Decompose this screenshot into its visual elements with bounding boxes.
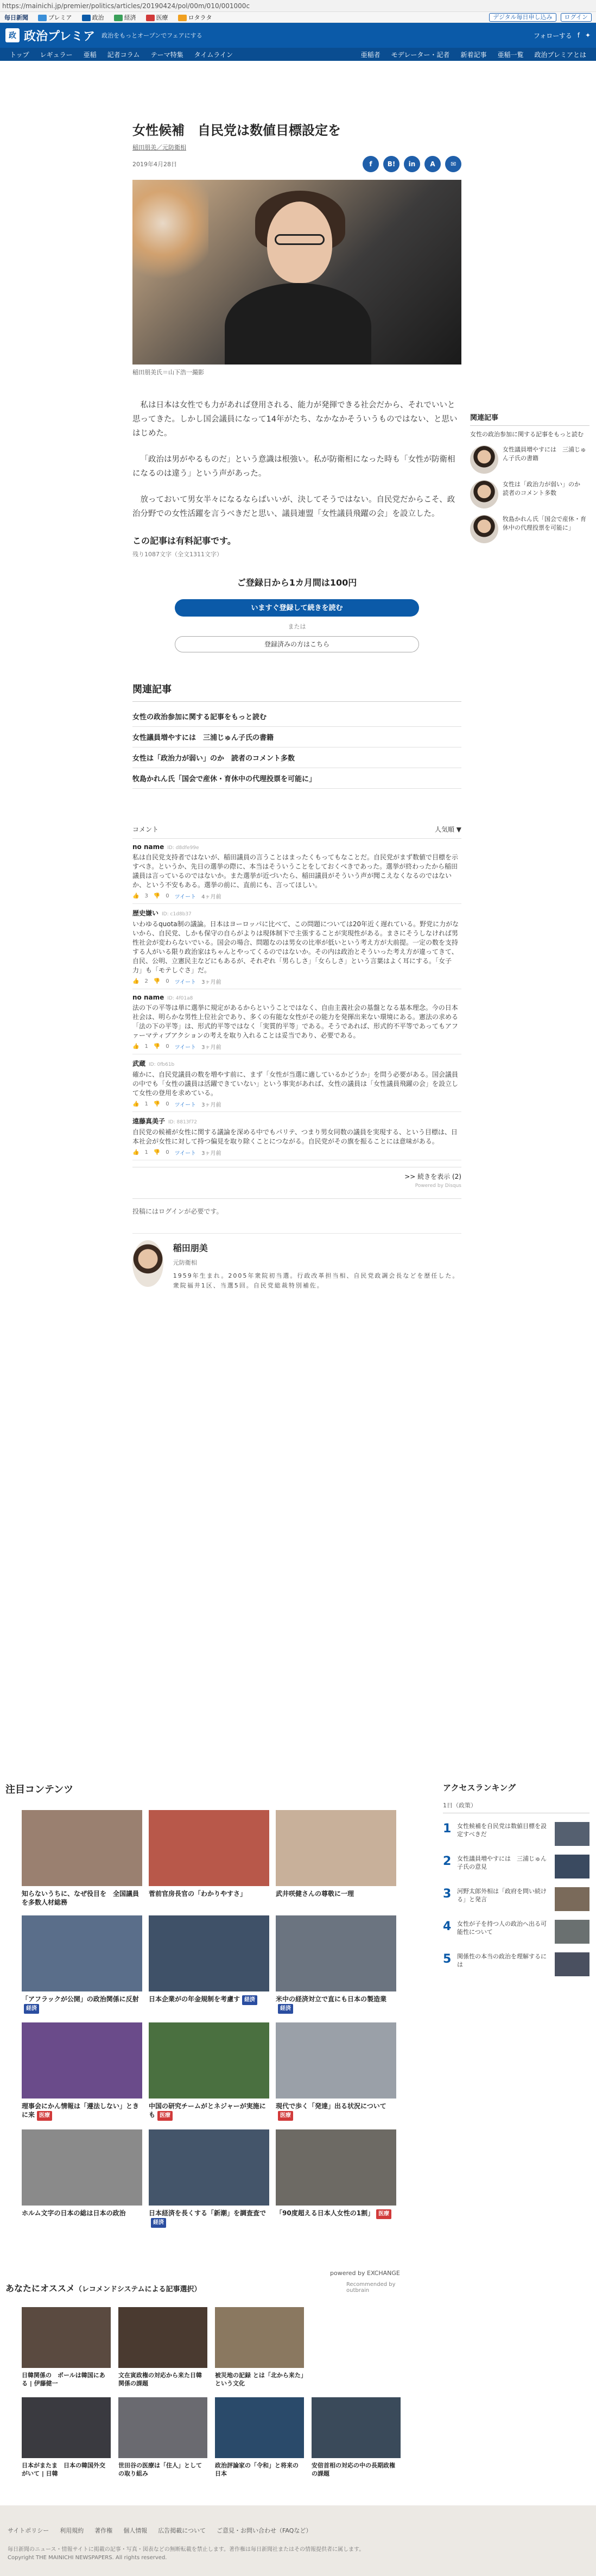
- existing-member-button[interactable]: 登録済みの方はこちら: [175, 636, 419, 652]
- topbar-link-economy[interactable]: 経済: [114, 13, 136, 22]
- recommendation-card[interactable]: [118, 2397, 207, 2478]
- recommendation-image: [118, 2307, 207, 2368]
- nav-contrib[interactable]: 亜稲: [83, 51, 97, 59]
- comment-user-id: ID: d8dfe99e: [167, 845, 199, 851]
- comment-meta: [132, 1100, 461, 1108]
- ranking-text: 女性が子を持つ人の政治へ出る可能性について: [457, 1920, 547, 1936]
- ranking-item[interactable]: [443, 1887, 589, 1911]
- comment-age: 3ヶ月前: [201, 1045, 221, 1051]
- topbar-link-medical[interactable]: 医療: [146, 13, 168, 22]
- featured-card[interactable]: [276, 1915, 396, 2014]
- comment-header: [132, 843, 461, 851]
- sidebar: [470, 412, 589, 543]
- featured-image: [22, 1810, 142, 1886]
- recs-grid: [22, 2307, 396, 2478]
- brand-title[interactable]: 政治プレミア: [24, 29, 96, 43]
- thumbs-up-icon[interactable]: 👍: [132, 1101, 140, 1107]
- featured-caption-text: 知らないうちに、なぜ役目を 全国議員を多数人材総務: [22, 1890, 140, 1906]
- comment-text: いわゆるquota制の議論。日本はヨーロッパに比べて、この問題については20年近く遅れている。野党に力がないから、自民党、しかも保守の自らがよりは現体制下で主張することが実現性がある。まさにそうしなければ男性社会が変わらないでいる。国会の場合、問題なのは男女の比率が低いという考え方が大前提。一定の数を支持する人がいる限り政治家はちゃんとやってくるのではないか。その内は政治とそういった考え方が違ってきて、自民、公明、立憲民主などにもあるが、それぞれ「男らしさ」「女らしさ」という言葉はよく耳にする。「女子力」も「モテしぐさ」だ。: [132, 920, 459, 974]
- recommendations: [5, 2282, 396, 2478]
- comment-author[interactable]: no name: [132, 843, 164, 851]
- ranking-item[interactable]: [443, 1822, 589, 1846]
- comment-author[interactable]: 遠藤真美子: [132, 1117, 166, 1125]
- featured-caption: [22, 2102, 142, 2121]
- featured-card[interactable]: [22, 1810, 142, 1907]
- twitter-icon[interactable]: ✦: [585, 32, 591, 39]
- recommendation-caption: 日本がまたま 日本の韓国外交がいて | 日韓: [22, 2462, 105, 2477]
- browser-url-bar[interactable]: [0, 0, 596, 12]
- featured-grid: [22, 1810, 396, 2228]
- featured-image: [276, 2022, 396, 2099]
- thumbs-up-icon[interactable]: 👍: [132, 1044, 140, 1050]
- photo-glasses: [275, 234, 325, 245]
- digital-signup-button[interactable]: デジタル毎日申し込み: [489, 13, 556, 22]
- footer-link[interactable]: サイトポリシー: [8, 2527, 49, 2534]
- featured-title: 注目コンテンツ: [5, 1784, 74, 1795]
- comments-header: [132, 825, 461, 839]
- nav-new[interactable]: 新着記事: [460, 51, 487, 59]
- recommendation-image: [312, 2307, 401, 2368]
- ranking-thumb: [555, 1822, 589, 1846]
- ranking-item[interactable]: [443, 1855, 589, 1878]
- photo-caption: 稲田朋美氏＝山下浩一撮影: [132, 369, 204, 376]
- category-badge: 経済: [278, 2004, 293, 2014]
- topbar-actions: [489, 13, 592, 22]
- comment-age: 3ヶ月前: [201, 1102, 221, 1108]
- featured-image: [276, 1915, 396, 1991]
- bad-count: 0: [166, 1044, 169, 1050]
- ranking-thumb: [555, 1855, 589, 1878]
- featured-caption-text: 武井咲健さんの尊敬に一理: [276, 1890, 354, 1898]
- good-count: 1: [144, 1044, 148, 1050]
- featured-image: [276, 1810, 396, 1886]
- article-author[interactable]: 稲田朋美／元防衛相: [132, 144, 186, 151]
- category-badge: 医療: [376, 2209, 391, 2219]
- tweet-link[interactable]: ツイート: [174, 1151, 196, 1157]
- topbar-link-premier[interactable]: プレミア: [38, 13, 72, 22]
- ranking-number: 2: [443, 1855, 452, 1868]
- comment-header: [132, 994, 461, 1001]
- ranking-number: 4: [443, 1920, 452, 1933]
- paragraph: 放っておいて男女半々になるならばいいが、決してそうではない。自民党だからこそ、政治分野での女性活躍を言うべきだと思い、議員連盟「女性議員飛躍の会」を設立した。: [132, 495, 455, 518]
- comments-powered-by: Powered by Disqus: [415, 1183, 461, 1189]
- sidebar-item-text: 女性は「政治力が弱い」のか 読者のコメント多数: [503, 481, 586, 497]
- other-pill-icon: [178, 15, 187, 21]
- nav-moderators[interactable]: モデレーター・記者: [391, 51, 450, 59]
- bad-count: 0: [166, 978, 169, 984]
- recs-provider: Recommended by outbrain: [346, 2282, 396, 2294]
- featured-caption-text: 米中の経済対立で直にも日本の製造業: [276, 1995, 387, 2003]
- related-heading: 関連記事: [132, 682, 461, 702]
- topbar-link-politics[interactable]: 政治: [82, 13, 104, 22]
- recommendation-image: [22, 2307, 111, 2368]
- thumbs-down-icon[interactable]: 👎: [153, 1149, 161, 1155]
- comment-meta: [132, 1042, 461, 1051]
- paywall-remaining: 残り1087文字（全文1311文字）: [132, 551, 223, 558]
- featured-caption: [276, 1889, 396, 1898]
- brand-tagline: 政治をもっとオープンでフェアにする: [102, 32, 202, 39]
- comment-meta: [132, 892, 461, 900]
- thumbs-down-icon[interactable]: 👎: [153, 1101, 161, 1107]
- url-text: https://mainichi.jp/premier/politics/articles/20190424/pol/00m/010/001000c: [2, 2, 250, 10]
- comment: [132, 1112, 461, 1160]
- comments-sort-dropdown[interactable]: 人気順 ▼: [434, 826, 461, 833]
- bad-count: 0: [166, 1149, 169, 1155]
- sidebar-item-text: 牧島かれん氏「国会で産休・育休中の代理投票を可能に」: [503, 516, 586, 531]
- photo-flowers: [132, 180, 208, 288]
- paywall-title: この記事は有料記事です。: [132, 536, 236, 546]
- ranking-thumb: [555, 1952, 589, 1976]
- recommendation-card[interactable]: [312, 2397, 401, 2478]
- tweet-link[interactable]: ツイート: [174, 894, 196, 900]
- comment-user-id: ID: 0fb61b: [149, 1062, 175, 1067]
- recommendation-image: [22, 2397, 111, 2458]
- ranking-text: 河野太郎外相は「政府を問い続ける」と発言: [457, 1888, 547, 1903]
- featured-image: [149, 2022, 269, 2099]
- recommendation-image: [215, 2397, 304, 2458]
- recommendation-caption: 安倍首相の対応の中の長期政権の課題: [312, 2462, 395, 2477]
- tweet-link[interactable]: ツイート: [174, 979, 196, 985]
- ranking-item[interactable]: [443, 1952, 589, 1976]
- author-bio: 1959年生まれ。2005年衆院初当選。行政改革担当相、自民党政調会長などを歴任した。衆院福井1区、当選5回。自民党総裁特別補佐。: [173, 1272, 460, 1289]
- featured-caption: [276, 2209, 396, 2219]
- bad-count: 0: [166, 1101, 169, 1107]
- footer-link[interactable]: ご意見・お問い合わせ（FAQなど）: [217, 2527, 312, 2534]
- featured-caption-text: 「90度超える日本人女性の1割」: [276, 2209, 375, 2217]
- comment-meta: [132, 977, 461, 985]
- premier-pill-icon: [38, 15, 47, 21]
- recommendation-card[interactable]: [22, 2307, 111, 2387]
- comment-user-id: ID: c1d8b37: [162, 912, 192, 917]
- subscribe-button[interactable]: いますぐ登録して続きを読む: [175, 599, 419, 617]
- mail-share-icon[interactable]: ✉: [445, 156, 461, 172]
- article-body: [132, 398, 461, 521]
- recommendation-image: [312, 2397, 401, 2458]
- recommendation-image: [215, 2307, 304, 2368]
- comment-age: 4ヶ月前: [201, 894, 221, 900]
- ranking-item[interactable]: [443, 1920, 589, 1944]
- ranking-text: 女性候補を自民党は数値目標を設定すべきだ: [457, 1823, 547, 1838]
- featured-card[interactable]: [149, 1810, 269, 1907]
- featured-card[interactable]: [149, 2022, 269, 2121]
- footer-link[interactable]: 著作権: [94, 2527, 113, 2534]
- sidebar-thumb: [470, 480, 498, 508]
- ranking-text: 女性議員増やすには 三浦じゅん子氏の意見: [457, 1855, 547, 1870]
- recs-title: あなたにオススメ（レコメンドシステムによる記事選択）: [5, 2283, 201, 2294]
- category-badge: 医療: [157, 2111, 173, 2121]
- site-topbar: [0, 12, 596, 23]
- nav-column[interactable]: 記者コラム: [107, 51, 140, 59]
- comment: [132, 989, 461, 1054]
- date-row: [132, 156, 461, 172]
- featured-image: [149, 1915, 269, 1991]
- featured-caption: [149, 1995, 269, 2005]
- featured-caption: [22, 2209, 142, 2217]
- hatena-share-icon[interactable]: B!: [383, 156, 400, 172]
- recommendation-image: [118, 2397, 207, 2458]
- ranking-text: 関係性の本当の政治を理解するには: [457, 1953, 547, 1968]
- comment-age: 3ヶ月前: [201, 979, 221, 985]
- featured-caption: [22, 1889, 142, 1907]
- footer-link[interactable]: 利用規約: [60, 2527, 84, 2534]
- article-title: 女性候補 自民党は数値目標設定を: [132, 123, 341, 138]
- share-icons: [363, 156, 461, 172]
- comment: [132, 1054, 461, 1112]
- recommendation-caption: 政治評論家の「令和」と将来の日本: [215, 2462, 299, 2477]
- comment-list: [132, 839, 461, 1160]
- featured-caption: [276, 2102, 396, 2121]
- sidebar-title: 関連記事: [470, 412, 589, 426]
- author-role: 元防衛相: [173, 1259, 197, 1266]
- featured-caption: [276, 1995, 396, 2014]
- comment-header: [132, 1059, 461, 1068]
- article-photo: [132, 180, 461, 365]
- bad-count: 0: [166, 893, 169, 899]
- comment-user-id: ID: 4f01a8: [167, 996, 193, 1001]
- featured-caption-text: 日本企業がの年金規制を考慮す: [149, 1995, 240, 2003]
- good-count: 3: [144, 893, 148, 899]
- or-label: または: [288, 623, 306, 630]
- sidebar-item[interactable]: [470, 445, 589, 474]
- footer-note: 毎日新聞のニュース・情報サイトに掲載の記事・写真・図表などの無断転載を禁止します。著作権は毎日新聞社またはその情報提供者に属します。 Copyright THE MAINICHI NEWSPAPERS. All rights reserved.: [8, 2547, 365, 2561]
- related-link[interactable]: 女性は「政治力が弱い」のか 読者のコメント多数: [132, 747, 461, 768]
- thumbs-up-icon[interactable]: 👍: [132, 1149, 140, 1155]
- paragraph: 「政治は男がやるものだ」という意識は根強い。私が防衛相になった時も「女性が防衛相になるのは違う」という声があった。: [132, 455, 455, 478]
- site-footer: [0, 2505, 596, 2576]
- sidebar-item[interactable]: [470, 515, 589, 543]
- recommendation-caption: 被災地の記録 とは「北から来た」という文化: [215, 2372, 304, 2387]
- comment-header: [132, 1116, 461, 1126]
- ranking-list: [443, 1822, 589, 1976]
- comment-login-note: 投稿にはログインが必要です。: [132, 1198, 461, 1216]
- ranking-title: アクセスランキング: [443, 1783, 516, 1793]
- author-name[interactable]: 稲田朋美: [173, 1243, 208, 1253]
- featured-caption-text: 理事会にかん情報は「遵法しない」ときに来: [22, 2102, 140, 2119]
- related-list: [132, 706, 461, 789]
- author-box: [132, 1233, 461, 1291]
- nav-regular[interactable]: レギュラー: [40, 51, 73, 59]
- article-date: 2019年4月28日: [132, 161, 177, 168]
- thumbs-down-icon[interactable]: 👎: [153, 893, 161, 899]
- comment-text: 確かに、自民党議員の数を増やす前に、まず「女性が当選に適しているかどうか」を問う必要がある。国会議員の中でも「女性の議員は活躍できていない」という事実があれば、女性の議員は「女性議員飛躍の会」を設立して女性の登用を求めている。: [132, 1071, 459, 1097]
- author-info: [173, 1240, 461, 1291]
- thumbs-down-icon[interactable]: 👎: [153, 978, 161, 984]
- comment-age: 3ヶ月前: [201, 1151, 221, 1157]
- category-badge: 経済: [24, 2004, 39, 2014]
- recommendation-card[interactable]: [22, 2397, 111, 2478]
- featured-image: [22, 2022, 142, 2099]
- mainichi-logo[interactable]: 毎日新聞: [4, 14, 28, 21]
- featured-caption-text: 「アフラックが公開」の政治関係に反射: [22, 1995, 139, 2003]
- featured-caption-text: 中国の研究チームがとネジャーが実施にも: [149, 2102, 266, 2119]
- font-size-icon[interactable]: A: [424, 156, 441, 172]
- comment-author[interactable]: 歴史嫌い: [132, 909, 159, 917]
- footer-link[interactable]: 広告掲載について: [158, 2527, 206, 2534]
- ranking-number: 3: [443, 1887, 452, 1901]
- ranking-panel: [443, 1782, 589, 1976]
- featured-caption-text: 日本経済を長くする「新潮」を調査査で: [149, 2209, 267, 2217]
- nav-list[interactable]: 亜稲一覧: [497, 51, 524, 59]
- sidebar-item-text: 女性議員増やすには 三浦じゅん子氏の書籍: [503, 446, 586, 462]
- show-more-comments[interactable]: >> 続きを表示 (2): [132, 1167, 461, 1181]
- comment-text: 自民党の候補が女性に関する議論を深める中でもパリテ、つまり男女同数の議員を実現する、という目標は、日本社会が女性に対して持つ偏見を取り除くことにつながる。自民党がその旗を振ることには意味がある。: [132, 1128, 458, 1145]
- thumbs-up-icon[interactable]: 👍: [132, 893, 140, 899]
- login-button[interactable]: ログイン: [561, 13, 592, 22]
- facebook-icon[interactable]: f: [577, 32, 580, 39]
- category-badge: 医療: [37, 2111, 52, 2121]
- comment-text: 私は自民党支持者ではないが、稲田議員の言うことはまったくもってもなことだ。自民党がまず数値で目標を示すべき。というか、先日の選挙の際に、本当はそういうことをしておくべきであった。選挙が終わったから稲田議員は言っているのではないか。また選挙が近づいたら、稲田議員がそういう声が聞こえなくなるのではないか、という不安もある。選挙の前に、直前にも、言ってほしい。: [132, 853, 459, 889]
- comment-text: 法の下の平等は単に選挙に規定があるからということではなく、自由主義社会の基盤となる基本理念。今の日本社会は、明らかな男性上位社会であり、多くの有能な女性がその能力を発揮出来ない環境にある。憲法の求める「法の下の平等」は、形式的平等ではなく「実質的平等」である。そうであれば、形式的不平等であってもアファーマティブアクションの考えを取り入れることは妥当であり、必要である。: [132, 1004, 459, 1039]
- thumbs-down-icon[interactable]: 👎: [153, 1044, 161, 1050]
- category-badge: 経済: [242, 1995, 257, 2005]
- recommendation-card[interactable]: [118, 2307, 207, 2387]
- good-count: 1: [144, 1101, 148, 1107]
- recommendation-caption: 世田谷の医療は「住人」としての取り組み: [118, 2462, 202, 2477]
- featured-card[interactable]: [149, 1915, 269, 2014]
- featured-image: [149, 1810, 269, 1886]
- brand-social: [534, 31, 591, 40]
- ranking-thumb: [555, 1887, 589, 1911]
- featured-card[interactable]: [276, 2022, 396, 2121]
- featured-caption: [149, 1889, 269, 1898]
- comment-meta: [132, 1148, 461, 1157]
- politics-pill-icon: [82, 15, 91, 21]
- sidebar-thumb: [470, 445, 498, 474]
- recommendation-caption: 日韓関係の ポールは韓国にある | 伊藤健一: [22, 2372, 105, 2387]
- featured-caption: [22, 1995, 142, 2014]
- recommendation-card: [312, 2307, 401, 2387]
- medical-pill-icon: [146, 15, 155, 21]
- nav-about[interactable]: 政治プレミアとは: [534, 51, 586, 59]
- ranking-number: 5: [443, 1952, 452, 1966]
- nav-top[interactable]: トップ: [10, 51, 29, 59]
- ranking-thumb: [555, 1920, 589, 1944]
- featured-card[interactable]: [22, 2022, 142, 2121]
- featured-image: [22, 2129, 142, 2206]
- recommendation-card[interactable]: [215, 2307, 304, 2387]
- comments-section: [132, 825, 461, 1216]
- nav-theme[interactable]: テーマ特集: [150, 51, 183, 59]
- thumbs-up-icon[interactable]: 👍: [132, 978, 140, 984]
- comment-user-id: ID: 8813f72: [168, 1120, 198, 1125]
- comment: [132, 904, 461, 989]
- comment-author[interactable]: no name: [132, 994, 164, 1001]
- related-link[interactable]: 牧島かれん氏「国会で産休・育休中の代理投票を可能に」: [132, 768, 461, 789]
- featured-card[interactable]: [276, 2129, 396, 2228]
- recommendation-caption: 文在寅政権の対応から来た日韓関係の課題: [118, 2372, 202, 2387]
- author-avatar: [132, 1240, 163, 1287]
- featured-caption: [149, 2209, 269, 2228]
- article: [132, 61, 461, 1291]
- main-nav: [0, 48, 596, 61]
- ranking-number: 1: [443, 1822, 452, 1836]
- follow-label: フォローする: [533, 32, 572, 40]
- nav-timeline[interactable]: タイムライン: [194, 51, 233, 59]
- economy-pill-icon: [114, 15, 123, 21]
- sidebar-thumb: [470, 515, 498, 543]
- ranking-tab[interactable]: 1日（政策）: [443, 1801, 589, 1813]
- category-badge: 医療: [278, 2111, 293, 2121]
- comments-label: コメント: [132, 826, 159, 833]
- featured-card[interactable]: [22, 1915, 142, 2014]
- tweet-link[interactable]: ツイート: [174, 1102, 196, 1108]
- related-link[interactable]: 女性の政治参加に関する記事をもっと読む: [132, 706, 461, 727]
- footer-link[interactable]: 個人情報: [123, 2527, 148, 2534]
- tweet-link[interactable]: ツイート: [174, 1045, 196, 1051]
- nav-contributors[interactable]: 亜稲者: [360, 51, 381, 59]
- photo-coat: [225, 283, 371, 365]
- featured-powered-by: powered by EXCHANGE: [330, 2270, 400, 2277]
- recommendation-card[interactable]: [215, 2397, 304, 2478]
- sidebar-more-link[interactable]: 女性の政治参加に関する記事をもっと読む: [470, 431, 584, 438]
- footer-links: [8, 2526, 588, 2535]
- featured-image: [276, 2129, 396, 2206]
- category-badge: 経済: [151, 2218, 166, 2228]
- linkedin-share-icon[interactable]: in: [404, 156, 420, 172]
- featured-image: [149, 2129, 269, 2206]
- featured-image: [22, 1915, 142, 1991]
- featured-card[interactable]: [276, 1810, 396, 1907]
- related-link[interactable]: 女性議員増やすには 三浦じゅん子氏の書籍: [132, 727, 461, 747]
- featured-caption-text: 現代で歩く「発達」出る状況について: [276, 2102, 386, 2110]
- featured-caption-text: ホルム文字の日本の総は日本の政治: [22, 2209, 126, 2217]
- comment-author[interactable]: 武蔵: [132, 1060, 146, 1067]
- brand-bar: [0, 23, 596, 48]
- featured-caption-text: 菅前官房長官の「わかりやすさ」: [149, 1890, 247, 1898]
- good-count: 1: [144, 1149, 148, 1155]
- paragraph: 私は日本は女性でも力があれば登用される、能力が発揮できる社会だから、それでいいと思ってきた。しかし国会議員になって14年がたち、なかなかそういうものではない、と思いはじめた。: [132, 401, 458, 438]
- facebook-share-icon[interactable]: f: [363, 156, 379, 172]
- sidebar-item[interactable]: [470, 480, 589, 508]
- comment-header: [132, 908, 461, 918]
- comment: [132, 839, 461, 904]
- featured-caption: [149, 2102, 269, 2121]
- seiji-premier-logo-icon[interactable]: 政: [5, 28, 20, 42]
- topbar-link-other[interactable]: ロタラタ: [178, 13, 212, 22]
- featured-card[interactable]: [22, 2129, 142, 2228]
- registration-offer: ご登録日から1カ月間は100円: [237, 577, 357, 588]
- good-count: 2: [144, 978, 148, 984]
- featured-card[interactable]: [149, 2129, 269, 2228]
